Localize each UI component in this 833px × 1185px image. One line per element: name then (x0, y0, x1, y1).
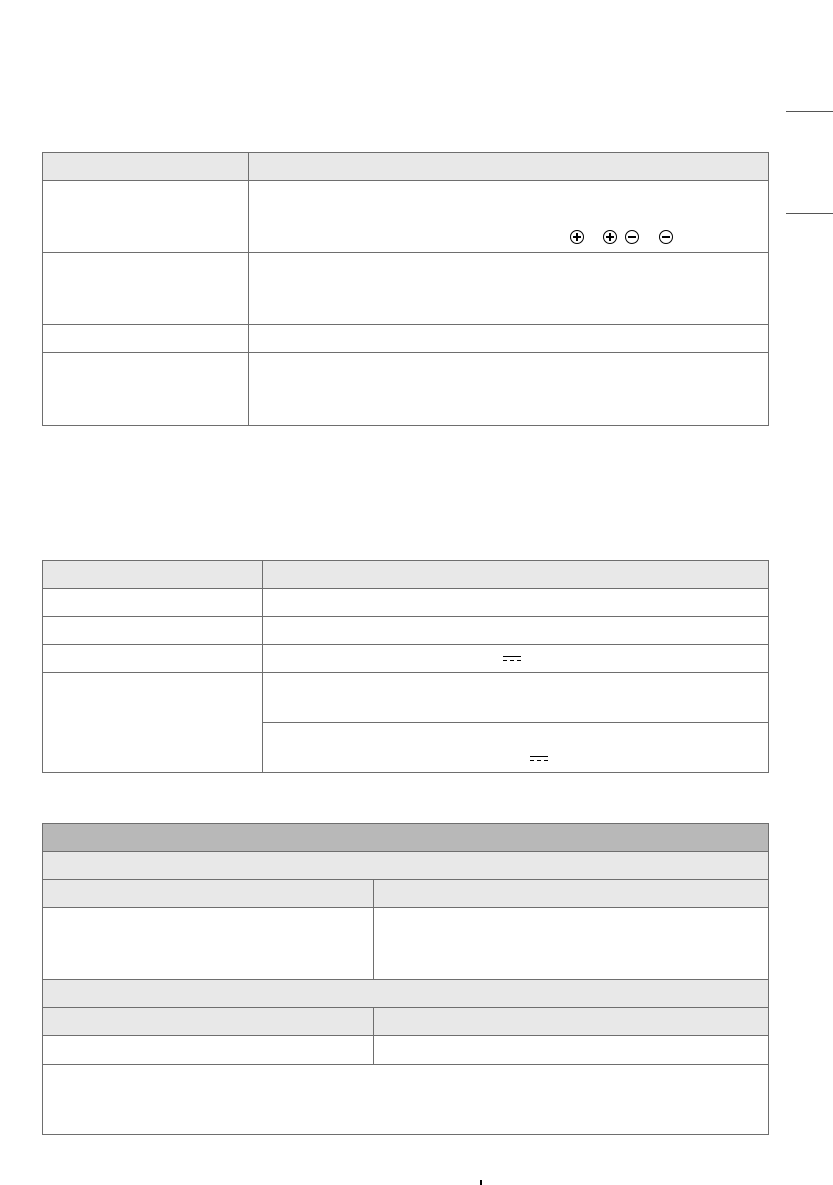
side-tab-rule-bottom (786, 213, 833, 214)
table-cell (374, 1036, 769, 1065)
table-cell (43, 908, 374, 980)
table-header-cell (374, 880, 769, 908)
table-row (43, 253, 769, 325)
table-row (43, 617, 769, 645)
table-cell (263, 617, 769, 645)
table-cell (43, 253, 249, 325)
page-fold-mark (480, 1180, 482, 1185)
table-header-cell (249, 153, 769, 181)
table-cell (43, 325, 249, 353)
table-title-row (43, 824, 769, 852)
table-cell (263, 673, 769, 723)
table-row (43, 1036, 769, 1065)
table-cell (43, 645, 263, 673)
table-cell (374, 908, 769, 980)
table-row (43, 645, 769, 673)
table-section-row (43, 852, 769, 880)
table-section-row (43, 980, 769, 1008)
table-header-cell (43, 1008, 374, 1036)
table-cell (43, 181, 249, 253)
table-header-row (43, 561, 769, 589)
table-header-cell (43, 561, 263, 589)
table-header-cell (43, 153, 249, 181)
table-row (43, 589, 769, 617)
table-section-cell (43, 852, 769, 880)
table-cell (249, 353, 769, 426)
dc-symbol-icon (503, 656, 521, 663)
minus-circle-icon (625, 230, 639, 244)
dc-symbol-icon (530, 756, 548, 763)
table-footer-row (43, 1065, 769, 1135)
table-cell (43, 1036, 374, 1065)
table-row (43, 673, 769, 723)
spec-table-3 (42, 823, 769, 1135)
table-header-row (43, 880, 769, 908)
table-header-cell (263, 561, 769, 589)
table-header-cell (43, 880, 374, 908)
table-cell (43, 589, 263, 617)
side-tab-rule-top (786, 111, 833, 112)
plus-circle-icon (570, 230, 584, 244)
spec-table-1 (42, 152, 769, 426)
table-title-cell (43, 824, 769, 852)
table-cell (43, 617, 263, 645)
minus-circle-icon (659, 230, 673, 244)
table-cell (43, 353, 249, 426)
table-cell (263, 723, 769, 773)
table-header-cell (374, 1008, 769, 1036)
table-header-row (43, 153, 769, 181)
table-cell (249, 325, 769, 353)
table-row (43, 353, 769, 426)
table-cell (249, 253, 769, 325)
table-footer-cell (43, 1065, 769, 1135)
table-cell (249, 181, 769, 253)
table-cell (43, 673, 263, 773)
table-section-cell (43, 980, 769, 1008)
table-row (43, 908, 769, 980)
table-row (43, 325, 769, 353)
spec-table-2 (42, 560, 769, 773)
table-header-row (43, 1008, 769, 1036)
table-cell (263, 589, 769, 617)
table-row (43, 181, 769, 253)
plus-circle-icon (603, 230, 617, 244)
